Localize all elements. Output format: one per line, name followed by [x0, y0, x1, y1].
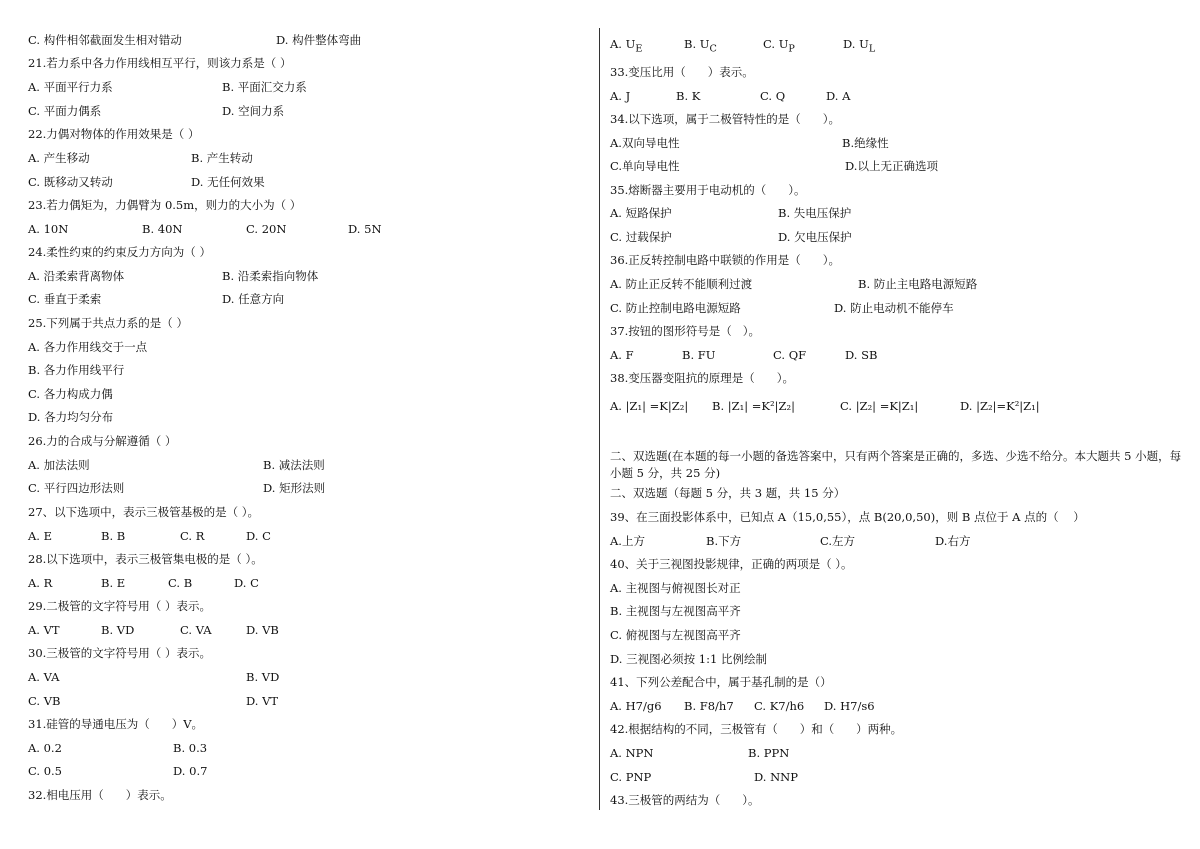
question-30: 30.三极管的文字符号用（ ）表示。 — [28, 646, 211, 660]
q42-option-a: A. NPN — [610, 746, 654, 760]
q37-option-b: B. FU — [682, 348, 716, 362]
q34-option-d: D.以上无正确选项 — [845, 159, 938, 173]
q41-option-c: C. K7/h6 — [754, 699, 805, 713]
q41-option-b: B. F8/h7 — [684, 699, 734, 713]
q41-option-d: D. H7/s6 — [824, 699, 875, 713]
q34-option-b: B.绝缘性 — [842, 136, 889, 150]
q40-option-d: D. 三视图必须按 1:1 比例绘制 — [610, 652, 767, 666]
q27-option-b: B. B — [101, 529, 126, 543]
q33-option-c: C. Q — [760, 89, 786, 103]
q36-option-c: C. 防止控制电路电源短路 — [610, 301, 741, 315]
question-32: 32.相电压用（ ）表示。 — [28, 788, 172, 802]
q27-option-c: C. R — [180, 529, 205, 543]
q34-option-a: A.双向导电性 — [610, 136, 680, 150]
question-25: 25.下列属于共点力系的是（ ） — [28, 316, 188, 330]
q24-option-c: C. 垂直于柔索 — [28, 292, 102, 306]
q30-option-a: A. VA — [28, 670, 60, 684]
q20-option-c: C. 构件相邻截面发生相对错动 — [28, 33, 182, 47]
q21-option-a: A. 平面平行力系 — [28, 80, 113, 94]
q21-option-c: C. 平面力偶系 — [28, 104, 102, 118]
question-24: 24.柔性约束的约束反力方向为（ ） — [28, 245, 211, 259]
q20-option-d: D. 构件整体弯曲 — [276, 33, 362, 47]
q42-option-c: C. PNP — [610, 770, 652, 784]
q29-option-c: C. VA — [180, 623, 212, 637]
q26-option-a: A. 加法法则 — [28, 458, 90, 472]
q24-option-d: D. 任意方向 — [222, 292, 285, 306]
question-28: 28.以下选项中，表示三极管集电极的是（ ）。 — [28, 552, 263, 566]
q26-option-c: C. 平行四边形法则 — [28, 481, 125, 495]
question-31: 31.硅管的导通电压为（ ）V。 — [28, 717, 204, 731]
q25-option-c: C. 各力构成力偶 — [28, 387, 113, 401]
q42-option-d: D. NNP — [754, 770, 798, 784]
q21-option-d: D. 空间力系 — [222, 104, 285, 118]
q38-option-c: C. |Z₂| =K|Z₁| — [840, 399, 919, 413]
q33-option-b: B. K — [676, 89, 701, 103]
q22-option-a: A. 产生移动 — [28, 151, 90, 165]
q32-option-d: D. $U_L$ — [843, 37, 876, 55]
q29-option-b: B. VD — [101, 623, 135, 637]
q29-option-a: A. VT — [28, 623, 60, 637]
q23-option-a: A. 10N — [28, 222, 69, 236]
q35-option-a: A. 短路保护 — [610, 206, 672, 220]
question-35: 35.熔断器主要用于电动机的（ ）。 — [610, 183, 806, 197]
q22-option-b: B. 产生转动 — [191, 151, 253, 165]
question-37: 37.按钮的图形符号是（ ）。 — [610, 324, 761, 338]
q39-option-c: C.左方 — [820, 534, 856, 548]
q31-option-b: B. 0.3 — [173, 741, 208, 755]
q25-option-a: A. 各力作用线交于一点 — [28, 340, 148, 354]
q26-option-b: B. 减法法则 — [263, 458, 325, 472]
q27-option-a: A. E — [28, 529, 53, 543]
q42-option-b: B. PPN — [748, 746, 790, 760]
q31-option-a: A. 0.2 — [28, 741, 62, 755]
question-38: 38.变压器变阻抗的原理是（ ）。 — [610, 371, 794, 385]
q36-option-d: D. 防止电动机不能停车 — [834, 301, 954, 315]
q23-option-d: D. 5N — [348, 222, 382, 236]
q35-option-b: B. 失电压保护 — [778, 206, 852, 220]
q30-option-c: C. VB — [28, 694, 61, 708]
q38-option-d: D. |Z₂|=K²|Z₁| — [960, 399, 1040, 413]
q27-option-d: D. C — [246, 529, 271, 543]
question-33: 33.变压比用（ ）表示。 — [610, 65, 754, 79]
question-26: 26.力的合成与分解遵循（ ） — [28, 434, 177, 448]
question-34: 34.以下选项，属于二极管特性的是（ ）。 — [610, 112, 840, 126]
q22-option-d: D. 无任何效果 — [191, 175, 265, 189]
q37-option-d: D. SB — [845, 348, 878, 362]
q22-option-c: C. 既移动又转动 — [28, 175, 113, 189]
question-36: 36.正反转控制电路中联锁的作用是（ ）。 — [610, 253, 840, 267]
q24-option-a: A. 沿柔索背离物体 — [28, 269, 125, 283]
question-39: 39、在三面投影体系中，已知点 A（15,0,55），点 B(20,0,50)，则 B 点位于 A 点的（ ） — [610, 510, 1085, 524]
q32-option-b: B. $U_C$ — [684, 37, 717, 55]
q39-option-d: D.右方 — [935, 534, 971, 548]
q35-option-d: D. 欠电压保护 — [778, 230, 852, 244]
q23-option-c: C. 20N — [246, 222, 287, 236]
q38-option-a: A. |Z₁| =K|Z₂| — [610, 399, 689, 413]
q30-option-d: D. VT — [246, 694, 279, 708]
q31-option-c: C. 0.5 — [28, 764, 62, 778]
q39-option-a: A.上方 — [610, 534, 645, 548]
q32-option-a: A. $U_E$ — [610, 37, 643, 55]
q28-option-b: B. E — [101, 576, 126, 590]
question-27: 27、以下选项中，表示三极管基极的是（ ）。 — [28, 505, 260, 519]
q23-option-b: B. 40N — [142, 222, 183, 236]
question-43: 43.三极管的两结为（ ）。 — [610, 793, 760, 807]
column-divider — [599, 28, 600, 810]
q36-option-b: B. 防止主电路电源短路 — [858, 277, 978, 291]
q37-option-c: C. QF — [773, 348, 807, 362]
q41-option-a: A. H7/g6 — [610, 699, 662, 713]
q34-option-c: C.单向导电性 — [610, 159, 680, 173]
q28-option-a: A. R — [28, 576, 53, 590]
question-40: 40、关于三视图投影规律，正确的两项是（ ）。 — [610, 557, 853, 571]
q31-option-d: D. 0.7 — [173, 764, 208, 778]
question-41: 41、下列公差配合中，属于基孔制的是（） — [610, 675, 832, 689]
q30-option-b: B. VD — [246, 670, 280, 684]
section-2-heading: 二、双选题(在本题的每一小题的备选答案中，只有两个答案是正确的，多选、少选不给分。本大题共 5 小题，每小题 5 分，共 25 分) — [610, 449, 1182, 480]
q35-option-c: C. 过载保护 — [610, 230, 672, 244]
q40-option-a: A. 主视图与俯视图长对正 — [610, 581, 741, 595]
q28-option-d: D. C — [234, 576, 259, 590]
q32-option-c: C. $U_P$ — [763, 37, 795, 55]
q38-option-b: B. |Z₁| =K²|Z₂| — [712, 399, 795, 413]
question-22: 22.力偶对物体的作用效果是（ ） — [28, 127, 200, 141]
question-29: 29.二极管的文字符号用（ ）表示。 — [28, 599, 211, 613]
q36-option-a: A. 防止正反转不能顺利过渡 — [610, 277, 753, 291]
section-2-subheading: 二、双选题（每题 5 分，共 3 题，共 15 分） — [610, 486, 846, 500]
q25-option-b: B. 各力作用线平行 — [28, 363, 125, 377]
question-23: 23.若力偶矩为，力偶臂为 0.5m，则力的大小为（ ） — [28, 198, 302, 212]
q21-option-b: B. 平面汇交力系 — [222, 80, 307, 94]
q33-option-a: A. J — [610, 89, 631, 103]
q40-option-c: C. 俯视图与左视图高平齐 — [610, 628, 741, 642]
q24-option-b: B. 沿柔索指向物体 — [222, 269, 319, 283]
q29-option-d: D. VB — [246, 623, 279, 637]
q40-option-b: B. 主视图与左视图高平齐 — [610, 604, 741, 618]
question-21: 21.若力系中各力作用线相互平行，则该力系是（ ） — [28, 56, 292, 70]
q28-option-c: C. B — [168, 576, 193, 590]
q25-option-d: D. 各力均匀分布 — [28, 410, 114, 424]
question-42: 42.根据结构的不同，三极管有（ ）和（ ）两种。 — [610, 722, 903, 736]
q37-option-a: A. F — [610, 348, 634, 362]
q39-option-b: B.下方 — [706, 534, 742, 548]
q26-option-d: D. 矩形法则 — [263, 481, 326, 495]
q33-option-d: D. A — [826, 89, 851, 103]
